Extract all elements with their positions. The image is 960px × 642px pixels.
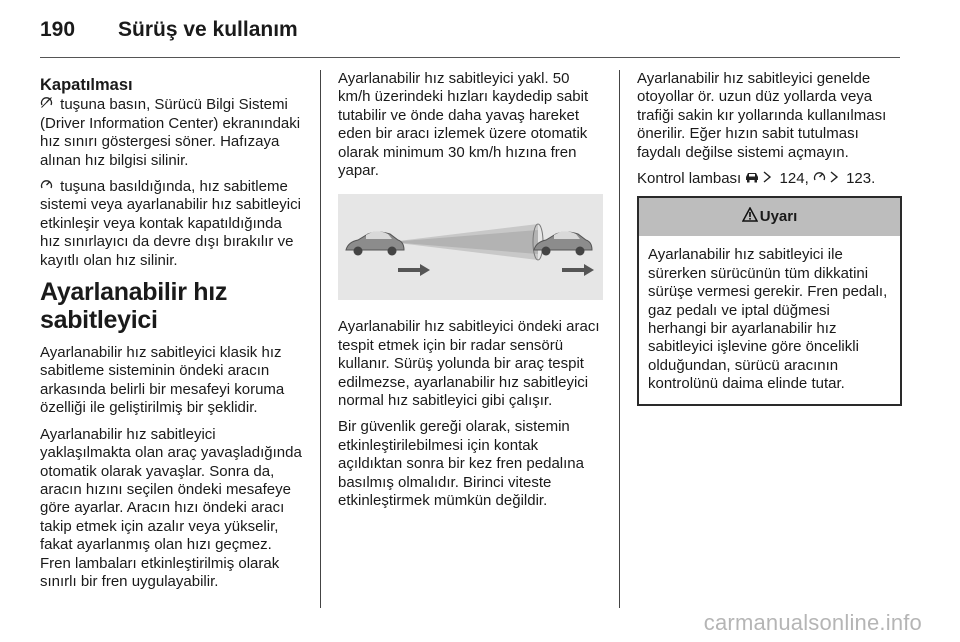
warning-box <box>637 196 902 405</box>
column-1 <box>40 70 305 599</box>
page-reference-icon <box>762 170 772 188</box>
vehicle-ahead-icon <box>745 170 759 188</box>
paragraph: Ayarlanabilir hız sabitleyici klasik hız sabitleme sisteminin öndeki aracın arkasında belirli bir mesafeyi koruma özelliği ile geliştirilmiş bir şeklidir. <box>40 344 285 417</box>
paragraph: Ayarlanabilir hız sabitleyici yakl. 50 km/h üzerindeki hızları kaydedip sabit tutabilir ve önde daha yavaş hareket eden bir aracı izlemek üzere otomatik olarak minimum 30 km/h hızına fren yapar. <box>338 70 589 180</box>
paragraph <box>40 96 305 170</box>
cruise-control-icon <box>813 170 826 188</box>
section-heading: Ayarlanabilir hız sabitleyici <box>40 278 228 335</box>
direction-arrow-icon <box>562 264 594 276</box>
paragraph: Ayarlanabilir hız sabitleyici yaklaşılmakta olan araç yavaşladığında otomatik olarak yavaşlar. Sonra da, aracın hızını seçilen öndeki mesafeye göre ayarlar. Aracın hızı öndeki aracı takip etmek için azalır veya yükselir, fakat ayarlanmış olan hızı geçmez. Fren lambaları etkinleştirilmiş olarak sınırlı bir fren uygulayabilir. <box>40 425 302 590</box>
direction-arrow-icon <box>398 264 430 276</box>
column-2 <box>338 70 603 519</box>
page-reference: 123. <box>841 170 876 188</box>
radar-illustration-graphic <box>338 194 603 300</box>
paragraph-text: tuşuna basın, Sürücü Bilgi Sistemi (Driver Information Center) ekranındaki hız sınırı göstergesi söner. Hafızaya alınan hız bilgisi silinir. <box>40 96 301 169</box>
paragraph: Ayarlanabilir hız sabitleyici öndeki aracı tespit etmek için bir radar sensörü kullanır. Sürüş yolunda bir araç tespit edilmezse, ayarlanabilir hız sabitleyici normal hız sabitleyici gibi çalışır. <box>338 318 600 410</box>
column-divider <box>619 70 620 608</box>
paragraph: Bir güvenlik gereği olarak, sistemin etkinleştirilebilmesi için kontak açıldıktan sonra bir kez fren pedalına basılmış olmalıdır. Birinci viteste etkinleştirmek mümkün değildir. <box>338 418 584 510</box>
warning-triangle-icon <box>742 207 758 227</box>
page-number: 190 <box>40 18 76 41</box>
watermark: carmanualsonline.info <box>703 610 922 635</box>
following-car-icon <box>346 232 404 256</box>
warning-header <box>639 198 900 236</box>
page-reference: 124, <box>775 170 813 188</box>
control-lamp-label: Kontrol lambası <box>637 170 746 188</box>
page-reference-icon <box>829 170 839 188</box>
control-lamp-reference <box>637 170 902 188</box>
radar-illustration <box>338 194 603 300</box>
warning-title: Uyarı <box>759 208 798 226</box>
cruise-cancel-icon <box>40 96 53 114</box>
warning-text: Ayarlanabilir hız sabitleyici ile sürerken sürücünün tüm dikkatini sürüşe vermesi gerekir. Fren pedalı, gaz pedalı ve iptal düğmesi herhangi bir ayarlanabilir hız sabitleyici işlevine göre öncelikli olduğundan, sürücü aracının kontrolünü daima elinde tutar. <box>648 246 888 393</box>
column-3 <box>637 70 902 406</box>
subheading-kapatilmasi: Kapatılması <box>40 76 133 94</box>
paragraph-text: tuşuna basıldığında, hız sabitleme sistemi veya ayarlanabilir hız sabitleyici etkinleşir veya kontak kapatıldığında hız sınırlayıcı da devre dışı bırakılır ve kayıtlı olan hız silinir. <box>40 178 301 269</box>
column-divider <box>320 70 321 608</box>
cruise-control-icon <box>40 178 53 196</box>
section-title: Sürüş ve kullanım <box>118 18 298 41</box>
header-divider <box>40 57 900 58</box>
paragraph: Ayarlanabilir hız sabitleyici genelde otoyollar ör. uzun düz yollarda veya trafiği sakin kır yollarında kullanılması önerilir. Eğer hızın sabit tutulması faydalı değilse sistemi açmayın. <box>637 70 887 161</box>
paragraph <box>40 178 305 270</box>
